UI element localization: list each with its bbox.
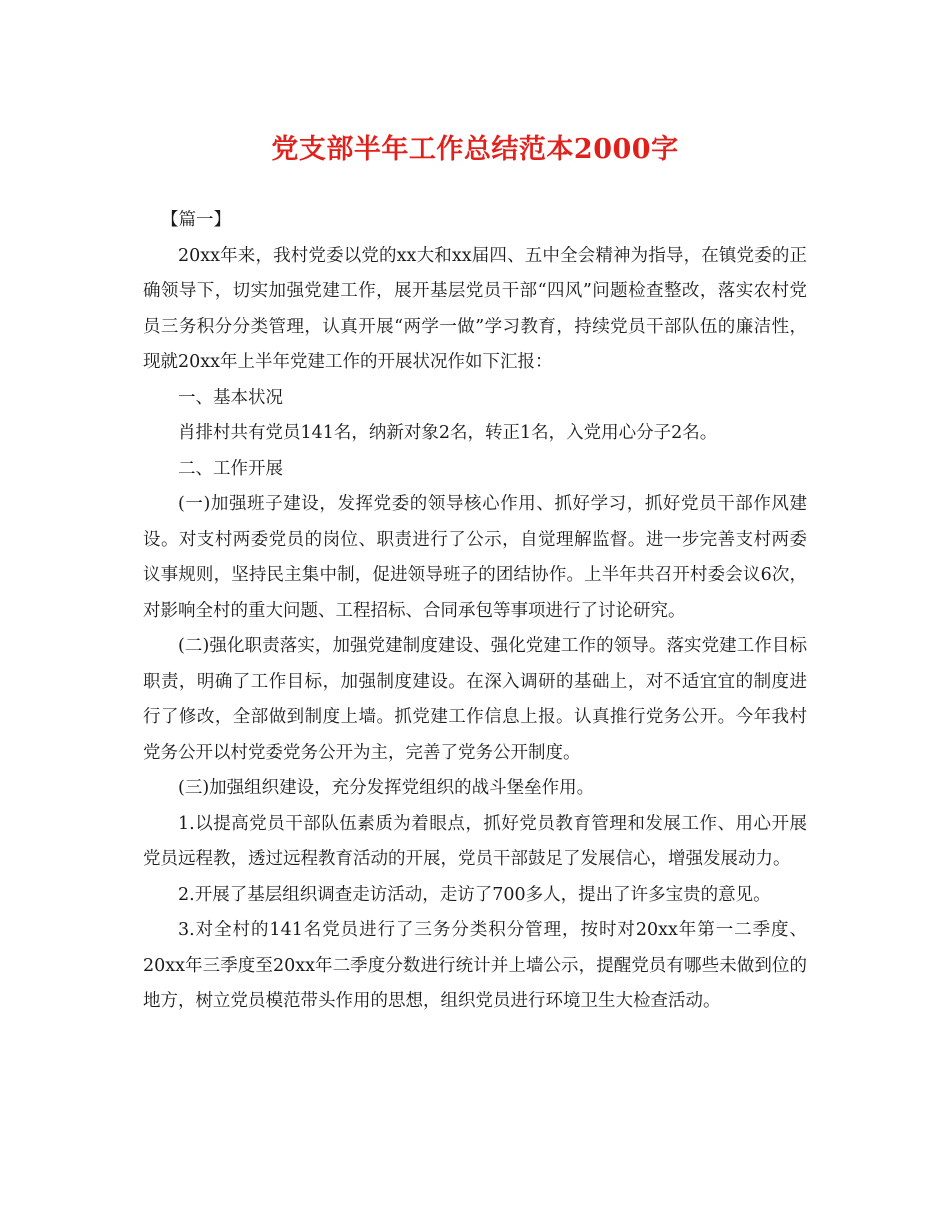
list-item-3: 3.对全村的141名党员进行了三务分类积分管理，按时对20xx年第一二季度、20xx年三季度至20xx年二季度分数进行统计并上墙公示，提醒党员有哪些未做到位的地方，树立党员模范带头作用的思想，组织党员进行环境卫生大检查活动。: [143, 920, 807, 1011]
list-item-1: 1.以提高党员干部队伍素质为着眼点，抓好党员教育管理和发展工作、用心开展党员远程教，透过远程教育活动的开展，党员干部鼓足了发展信心，增强发展动力。: [143, 813, 807, 869]
list-item-2: 2.开展了基层组织调查走访活动，走访了700多人，提出了许多宝贵的意见。: [178, 884, 771, 905]
document-title: 党支部半年工作总结范本2000字: [271, 134, 679, 165]
paragraph-responsibility: (二)强化职责落实，加强党建制度建设、强化党建工作的领导。落实党建工作目标职责，明确了工作目标，加强制度建设。在深入调研的基础上，对不适宜宜的制度进行了修改，全部做到制度上墙。抓党建工作信息上报。认真推行党务公开。今年我村党务公开以村党委党务公开为主，完善了党务公开制度。: [143, 636, 807, 763]
document-body: [143, 203, 807, 1020]
section-marker: 【篇一】: [161, 210, 231, 230]
paragraph-member-count: 肖排村共有党员141名，纳新对象2名，转正1名，入党用心分子2名。: [178, 423, 718, 443]
paragraph-team-building: (一)加强班子建设，发挥党委的领导核心作用、抓好学习，抓好党员干部作风建设。对支村两委党员的岗位、职责进行了公示，自觉理解监督。进一步完善支村两委议事规则，坚持民主集中制，促进领导班子的团结协作。上半年共召开村委会议6次，对影响全村的重大问题、工程招标、合同承包等事项进行了讨论研究。: [143, 494, 807, 621]
heading-work-progress: 二、工作开展: [178, 458, 283, 479]
heading-basic-situation: 一、基本状况: [178, 387, 283, 408]
paragraph-organization: (三)加强组织建设，充分发挥党组织的战斗堡垒作用。: [178, 778, 595, 798]
paragraph-intro: 20xx年来，我村党委以党的xx大和xx届四、五中全会精神为指导，在镇党委的正确领导下，切实加强党建工作，展开基层党员干部“四风”问题检查整改，落实农村党员三务积分分类管理，认真开展“两学一做”学习教育，持续党员干部队伍的廉洁性，现就20xx年上半年党建工作的开展状况作如下汇报：: [143, 245, 807, 372]
